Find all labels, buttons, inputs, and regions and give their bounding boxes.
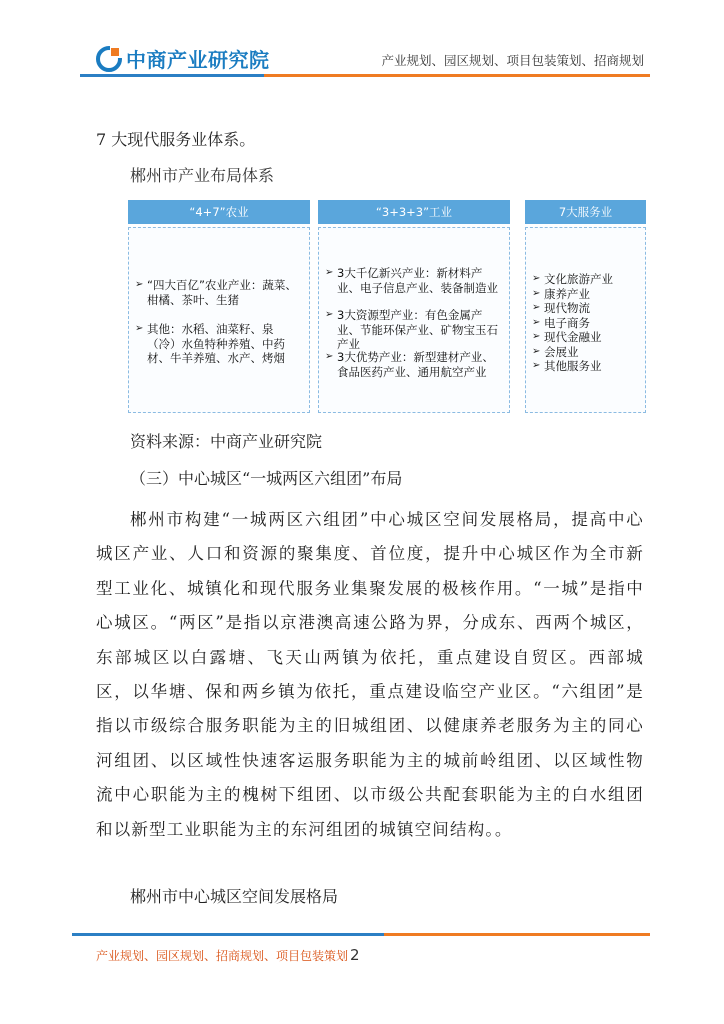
arrow-bullet-icon: ➢: [532, 345, 541, 357]
industry-box: [318, 227, 510, 413]
page-footer: [96, 946, 360, 964]
industry-heading: “3+3+3”工业: [318, 200, 510, 224]
services-box: [525, 227, 646, 413]
arrow-bullet-icon: ➢: [532, 360, 541, 371]
list-item: ➢ 电子商务: [532, 315, 590, 330]
list-item: ➢ 其他：水稻、油菜籽、泉（冷）水鱼特种养殖、中药材、牛羊养殖、水产、烤烟: [135, 322, 285, 365]
logo-icon: [96, 46, 122, 72]
arrow-bullet-icon: ➢: [325, 351, 334, 362]
arrow-bullet-icon: ➢: [325, 309, 334, 320]
footer-label: 产业规划、园区规划、招商规划、项目包装策划: [96, 949, 349, 963]
arrow-bullet-icon: ➢: [135, 323, 144, 334]
intro-line: 7 大现代服务业体系。: [96, 130, 256, 149]
list-item: ➢ 其他服务业: [532, 359, 602, 373]
header-rule-blue: [80, 74, 264, 77]
list-item: ➢ 文化旅游产业: [532, 272, 613, 286]
arrow-bullet-icon: ➢: [532, 287, 541, 299]
arrow-bullet-icon: ➢: [532, 273, 541, 284]
logo-text: 中商产业研究院: [126, 48, 270, 72]
industry-column: [318, 200, 510, 379]
source-line: 资料来源：中商产业研究院: [130, 432, 323, 451]
arrow-bullet-icon: ➢: [532, 302, 541, 313]
diagram-title: 郴州市产业布局体系: [130, 166, 275, 185]
company-logo: [96, 44, 270, 73]
list-item: ➢ 3大优势产业：新型建材产业、食品医药产业、通用航空产业: [325, 350, 494, 379]
page-header: [0, 0, 724, 90]
list-item: ➢ 现代金融业: [532, 330, 602, 344]
figure-caption: 郴州市中心城区空间发展格局: [130, 887, 339, 906]
services-column: [525, 200, 646, 373]
arrow-bullet-icon: ➢: [325, 267, 334, 278]
list-item: ➢ 康养产业: [532, 286, 590, 301]
agriculture-heading: “4+7”农业: [128, 200, 310, 224]
body-paragraph: 郴州市构建“一城两区六组团”中心城区空间发展格局，提高中心城区产业、人口和资源的聚集度、首位度，提升中心城区作为全市新型工业化、城镇化和现代服务业集聚发展的极核作用。“一城”是指中心城区。“两区”是指以京港澳高速公路为界，分成东、西两个城区，东部城区以白露塘、飞天山两镇为依托，重点建设自贸区。西部城区，以华塘、保和两乡镇为依托，重点建设临空产业区。“六组团”是指以市级综合服务职能为主的旧城组团、以健康养老服务为主的同心河组团、以区域性快速客运服务职能为主的城前岭组团、以区域性物流中心职能为主的槐树下组团、以市级公共配套职能为主的白水组团和以新型工业职能为主的东河组团的城镇空间结构。。: [96, 510, 644, 839]
section-heading: （三）中心城区“一城两区六组团”布局: [130, 469, 403, 488]
list-item: ➢ 会展业: [532, 344, 579, 359]
header-rule-orange: [264, 74, 650, 77]
footer-rule-orange: [384, 933, 650, 936]
page-number: 2: [350, 946, 360, 964]
header-tagline: 产业规划、园区规划、项目包装策划、招商规划: [381, 53, 644, 68]
list-item: ➢ 现代物流: [532, 301, 590, 315]
industry-layout-diagram: [128, 200, 646, 414]
services-heading: 7大服务业: [525, 200, 646, 224]
list-item: ➢ 3大千亿新兴产业：新材料产业、电子信息产业、装备制造业: [325, 266, 498, 295]
list-item: ➢ 3大资源型产业：有色金属产业、节能环保产业、矿物宝玉石产业: [325, 308, 498, 351]
arrow-bullet-icon: ➢: [135, 279, 144, 290]
agriculture-box: [128, 227, 310, 413]
agriculture-column: [128, 200, 310, 365]
footer-rule-blue: [72, 933, 384, 936]
arrow-bullet-icon: ➢: [532, 316, 541, 328]
list-item: ➢ “四大百亿”农业产业：蔬菜、柑橘、茶叶、生猪: [135, 278, 297, 307]
arrow-bullet-icon: ➢: [532, 331, 541, 342]
